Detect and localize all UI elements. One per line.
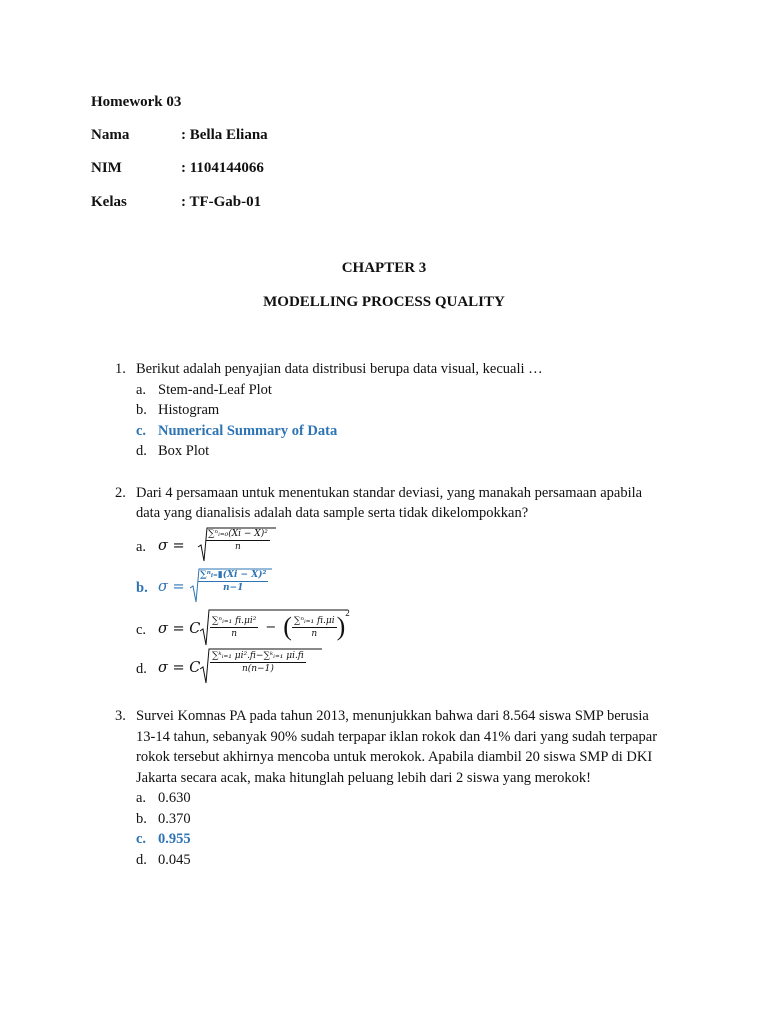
question-3-line3: rokok tersebut akhirnya mencoba untuk merokok. Apabila diambil 20 siswa SMP di DKI [136, 749, 653, 765]
q1-option-a-text: Stem-and-Leaf Plot [158, 382, 272, 398]
q1-option-c-text: Numerical Summary of Data [158, 423, 338, 439]
question-3-line1: Survei Komnas PA pada tahun 2013, menunjukkan bahwa dari 8.564 siswa SMP berusia [136, 708, 649, 724]
q1-option-b-letter: b. [136, 402, 147, 418]
q2-b-numerator: ∑ⁿᵢ₌▮(Xi − X̄)² [200, 570, 267, 580]
q1-option-d-letter: d. [136, 443, 147, 459]
nama-label: Nama [91, 127, 130, 143]
q2-c-denominator-1: n [231, 628, 238, 639]
q1-option-b-text: Histogram [158, 402, 220, 418]
q2-c-numerator-2: ∑ⁿᵢ₌₁ fi.μi [293, 615, 335, 626]
q2-d-denominator: n(n−1) [241, 664, 274, 674]
question-1-text: Berikut adalah penyajian data distribusi berupa data visual, kecuali … [136, 361, 543, 377]
q2-option-c-lhs: σ = C [158, 621, 201, 637]
question-3-line4: Jakarta secara acak, maka hitunglah peluang lebih dari 2 siswa yang merokok! [136, 770, 591, 786]
q3-option-c-text: 0.955 [158, 831, 191, 847]
q3-option-b-letter: b. [136, 811, 147, 827]
q2-option-b-letter: b. [136, 580, 148, 596]
q1-option-c-letter: c. [136, 423, 147, 439]
q1-option-a-letter: a. [136, 382, 147, 398]
q2-c-minus: − [265, 619, 277, 635]
q2-option-a-lhs: σ = [158, 538, 185, 554]
q2-c-numerator-1: ∑ⁿᵢ₌₁ fi.μi² [212, 615, 257, 626]
question-2-number: 2. [115, 485, 126, 501]
question-3-number: 3. [115, 708, 126, 724]
q2-b-denominator: n−1 [223, 583, 244, 593]
q2-option-b-formula [190, 568, 268, 593]
q3-option-b-text: 0.370 [158, 811, 191, 827]
q2-option-d-lhs: σ = C [158, 660, 201, 676]
q3-option-d-letter: d. [136, 852, 147, 868]
q2-a-denominator: n [235, 542, 241, 552]
q1-option-d-text: Box Plot [158, 443, 210, 459]
nim-value: : 1104144066 [181, 160, 264, 176]
q2-option-a-formula [198, 527, 270, 552]
kelas-label: Kelas [91, 194, 127, 210]
q2-option-a-letter: a. [136, 539, 147, 555]
q2-d-numerator: ∑ᵏᵢ₌₁ μi².fi−∑ᵏᵢ₌₁ μi.fi [212, 651, 304, 661]
chapter-title: MODELLING PROCESS QUALITY [263, 294, 505, 310]
q2-option-d-formula [200, 648, 306, 674]
q2-option-d-letter: d. [136, 661, 147, 677]
q3-option-c-letter: c. [136, 831, 147, 847]
question-1-number: 1. [115, 361, 126, 377]
q2-option-c-formula: $\frac{\text{∑ⁿᵢ₌₁ fi.μi²}}{n}$ − ( $\frac{\text{∑ⁿᵢ₌₁ fi.μi}}{n}$ )$^2$ [200, 609, 350, 642]
q2-c-denominator-2: n [311, 628, 318, 639]
q2-option-b-lhs: σ = [158, 579, 185, 595]
q3-option-a-text: 0.630 [158, 790, 191, 806]
question-2-text-line2: data yang dianalisis adalah data sample serta tidak dikelompokkan? [136, 505, 529, 521]
kelas-value: : TF-Gab-01 [181, 194, 262, 210]
question-2-text-line1: Dari 4 persamaan untuk menentukan standar deviasi, yang manakah persamaan apabila [136, 485, 643, 501]
q2-option-c-letter: c. [136, 622, 147, 638]
q3-option-a-letter: a. [136, 790, 147, 806]
nama-value: : Bella Eliana [181, 127, 268, 143]
nim-label: NIM [91, 160, 122, 176]
homework-title: Homework 03 [91, 94, 182, 110]
q2-a-numerator: ∑ⁿᵢ₌₀(Xi − X̄)² [208, 529, 268, 539]
question-3-line2: 13-14 tahun, sebanyak 90% sudah terpapar iklan rokok dan 41% dari yang sudah terpapar [136, 729, 658, 745]
chapter-number: CHAPTER 3 [341, 260, 427, 276]
q2-c-power: 2 [345, 608, 350, 618]
q3-option-d-text: 0.045 [158, 852, 191, 868]
